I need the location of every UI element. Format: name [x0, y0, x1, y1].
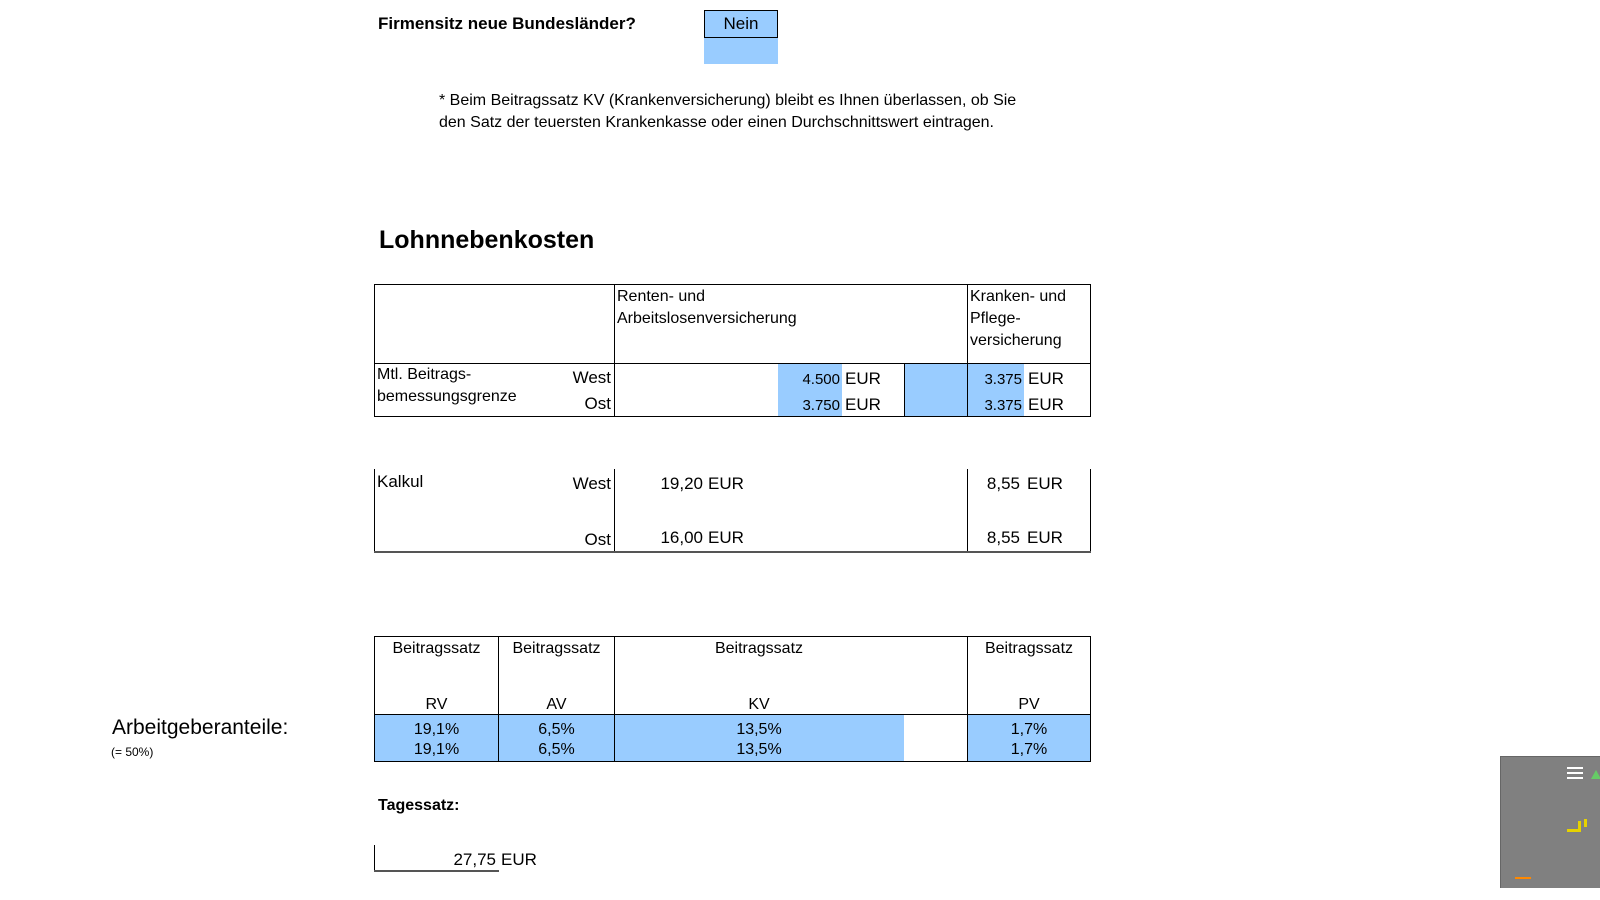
menu-icon[interactable] [1567, 767, 1583, 779]
bbg-inner-divider [904, 364, 905, 416]
bundeslaender-dropdown-fill [704, 38, 778, 64]
rv-av-header-line2: Arbeitslosenversicherung [617, 310, 797, 327]
kalkul-divider-2 [967, 469, 968, 553]
rv-bbg-west-value[interactable]: 4.500 [802, 371, 840, 388]
section-title: Lohnnebenkosten [379, 226, 595, 254]
tagessatz-left-border [374, 845, 375, 871]
rates-header-divider [374, 714, 1091, 715]
bbg-row-label-line2: bemessungsgrenze [377, 388, 517, 405]
kalkul-kv-west-unit: EUR [1027, 474, 1063, 493]
av-rate-west[interactable]: 6,5% [538, 721, 575, 738]
kalkul-label: Kalkul [377, 472, 424, 491]
rv-av-header-line1: Renten- und [617, 288, 706, 305]
rv-rate-west[interactable]: 19,1% [413, 721, 460, 738]
rv-rate-ost[interactable]: 19,1% [413, 741, 460, 758]
pv-header-code: PV [1018, 696, 1040, 713]
pv-rate-ost[interactable]: 1,7% [1010, 741, 1048, 758]
floating-toolbar-panel[interactable] [1500, 756, 1600, 888]
tagessatz-value: 27,75 [453, 850, 496, 869]
kv-bbg-west-unit: EUR [1028, 369, 1064, 388]
kv-note-line2: den Satz der teuersten Krankenkasse oder einen Durchschnittswert eintragen. [439, 114, 994, 131]
kv-bbg-ost-value[interactable]: 3.375 [984, 397, 1022, 414]
kalkul-ost-label: Ost [584, 530, 611, 549]
kv-bbg-west-value[interactable]: 3.375 [984, 371, 1022, 388]
kalkul-rv-ost-unit: EUR [708, 528, 744, 547]
bundeslaender-dropdown[interactable]: Nein [704, 10, 778, 38]
kv-header-code: KV [748, 696, 770, 713]
kv-pv-header-line1: Kranken- und [970, 288, 1067, 305]
bbg-ost-label: Ost [584, 394, 611, 413]
av-header-word: Beitragssatz [512, 640, 601, 657]
kalkul-left-border [374, 469, 375, 553]
kv-note-line1: * Beim Beitragssatz KV (Krankenversicherung) bleibt es Ihnen überlassen, ob Sie [439, 92, 1017, 109]
kalkul-kv-west-value: 8,55 [986, 474, 1020, 493]
expand-up-icon[interactable] [1591, 770, 1600, 779]
rv-bbg-ost-value[interactable]: 3.750 [802, 397, 840, 414]
kalkul-rv-ost-value: 16,00 [660, 528, 703, 547]
kalkul-kv-ost-value: 8,55 [986, 528, 1020, 547]
kv-header-word: Beitragssatz [714, 640, 804, 657]
rv-bbg-west-unit: EUR [845, 369, 881, 388]
av-header-code: AV [546, 696, 567, 713]
kalkul-bottom-border [374, 551, 1091, 553]
kalkul-kv-ost-unit: EUR [1027, 528, 1063, 547]
rv-header-word: Beitragssatz [392, 640, 481, 657]
bbg-west-label: West [572, 368, 611, 387]
toolbar-icons [1501, 757, 1600, 889]
pv-rate-west[interactable]: 1,7% [1010, 721, 1048, 738]
status-bar-icon [1515, 877, 1531, 879]
resize-handle-icon[interactable] [1567, 819, 1587, 832]
bbg-col-divider-1 [614, 284, 615, 417]
rv-bbg-ost-unit: EUR [845, 395, 881, 414]
kalkul-divider-1 [614, 469, 615, 553]
kv-rate-west[interactable]: 13,5% [736, 721, 782, 738]
arbeitgeberanteile-label: Arbeitgeberanteile: [112, 716, 289, 739]
pv-header-word: Beitragssatz [984, 640, 1074, 657]
arbeitgeberanteile-sublabel: (= 50%) [111, 745, 154, 759]
kalkul-west-label: West [572, 474, 611, 493]
av-rate-ost[interactable]: 6,5% [538, 741, 575, 758]
kalkul-right-border [1090, 469, 1091, 553]
bbg-spacer-fill [905, 364, 967, 416]
bundeslaender-question: Firmensitz neue Bundesländer? [378, 14, 636, 33]
tagessatz-label: Tagessatz: [378, 797, 460, 814]
kv-rate-ost[interactable]: 13,5% [736, 741, 782, 758]
kalkul-rv-west-unit: EUR [708, 474, 744, 493]
kv-pv-header-line2: Pflege- [970, 310, 1021, 327]
rv-header-code: RV [425, 696, 448, 713]
tagessatz-unit: EUR [501, 850, 537, 869]
kv-pv-header-line3: versicherung [970, 332, 1062, 349]
tagessatz-bottom-border [374, 870, 499, 872]
kalkul-rv-west-value: 19,20 [660, 474, 703, 493]
kv-bbg-ost-unit: EUR [1028, 395, 1064, 414]
bbg-row-label-line1: Mtl. Beitrags- [377, 366, 472, 383]
